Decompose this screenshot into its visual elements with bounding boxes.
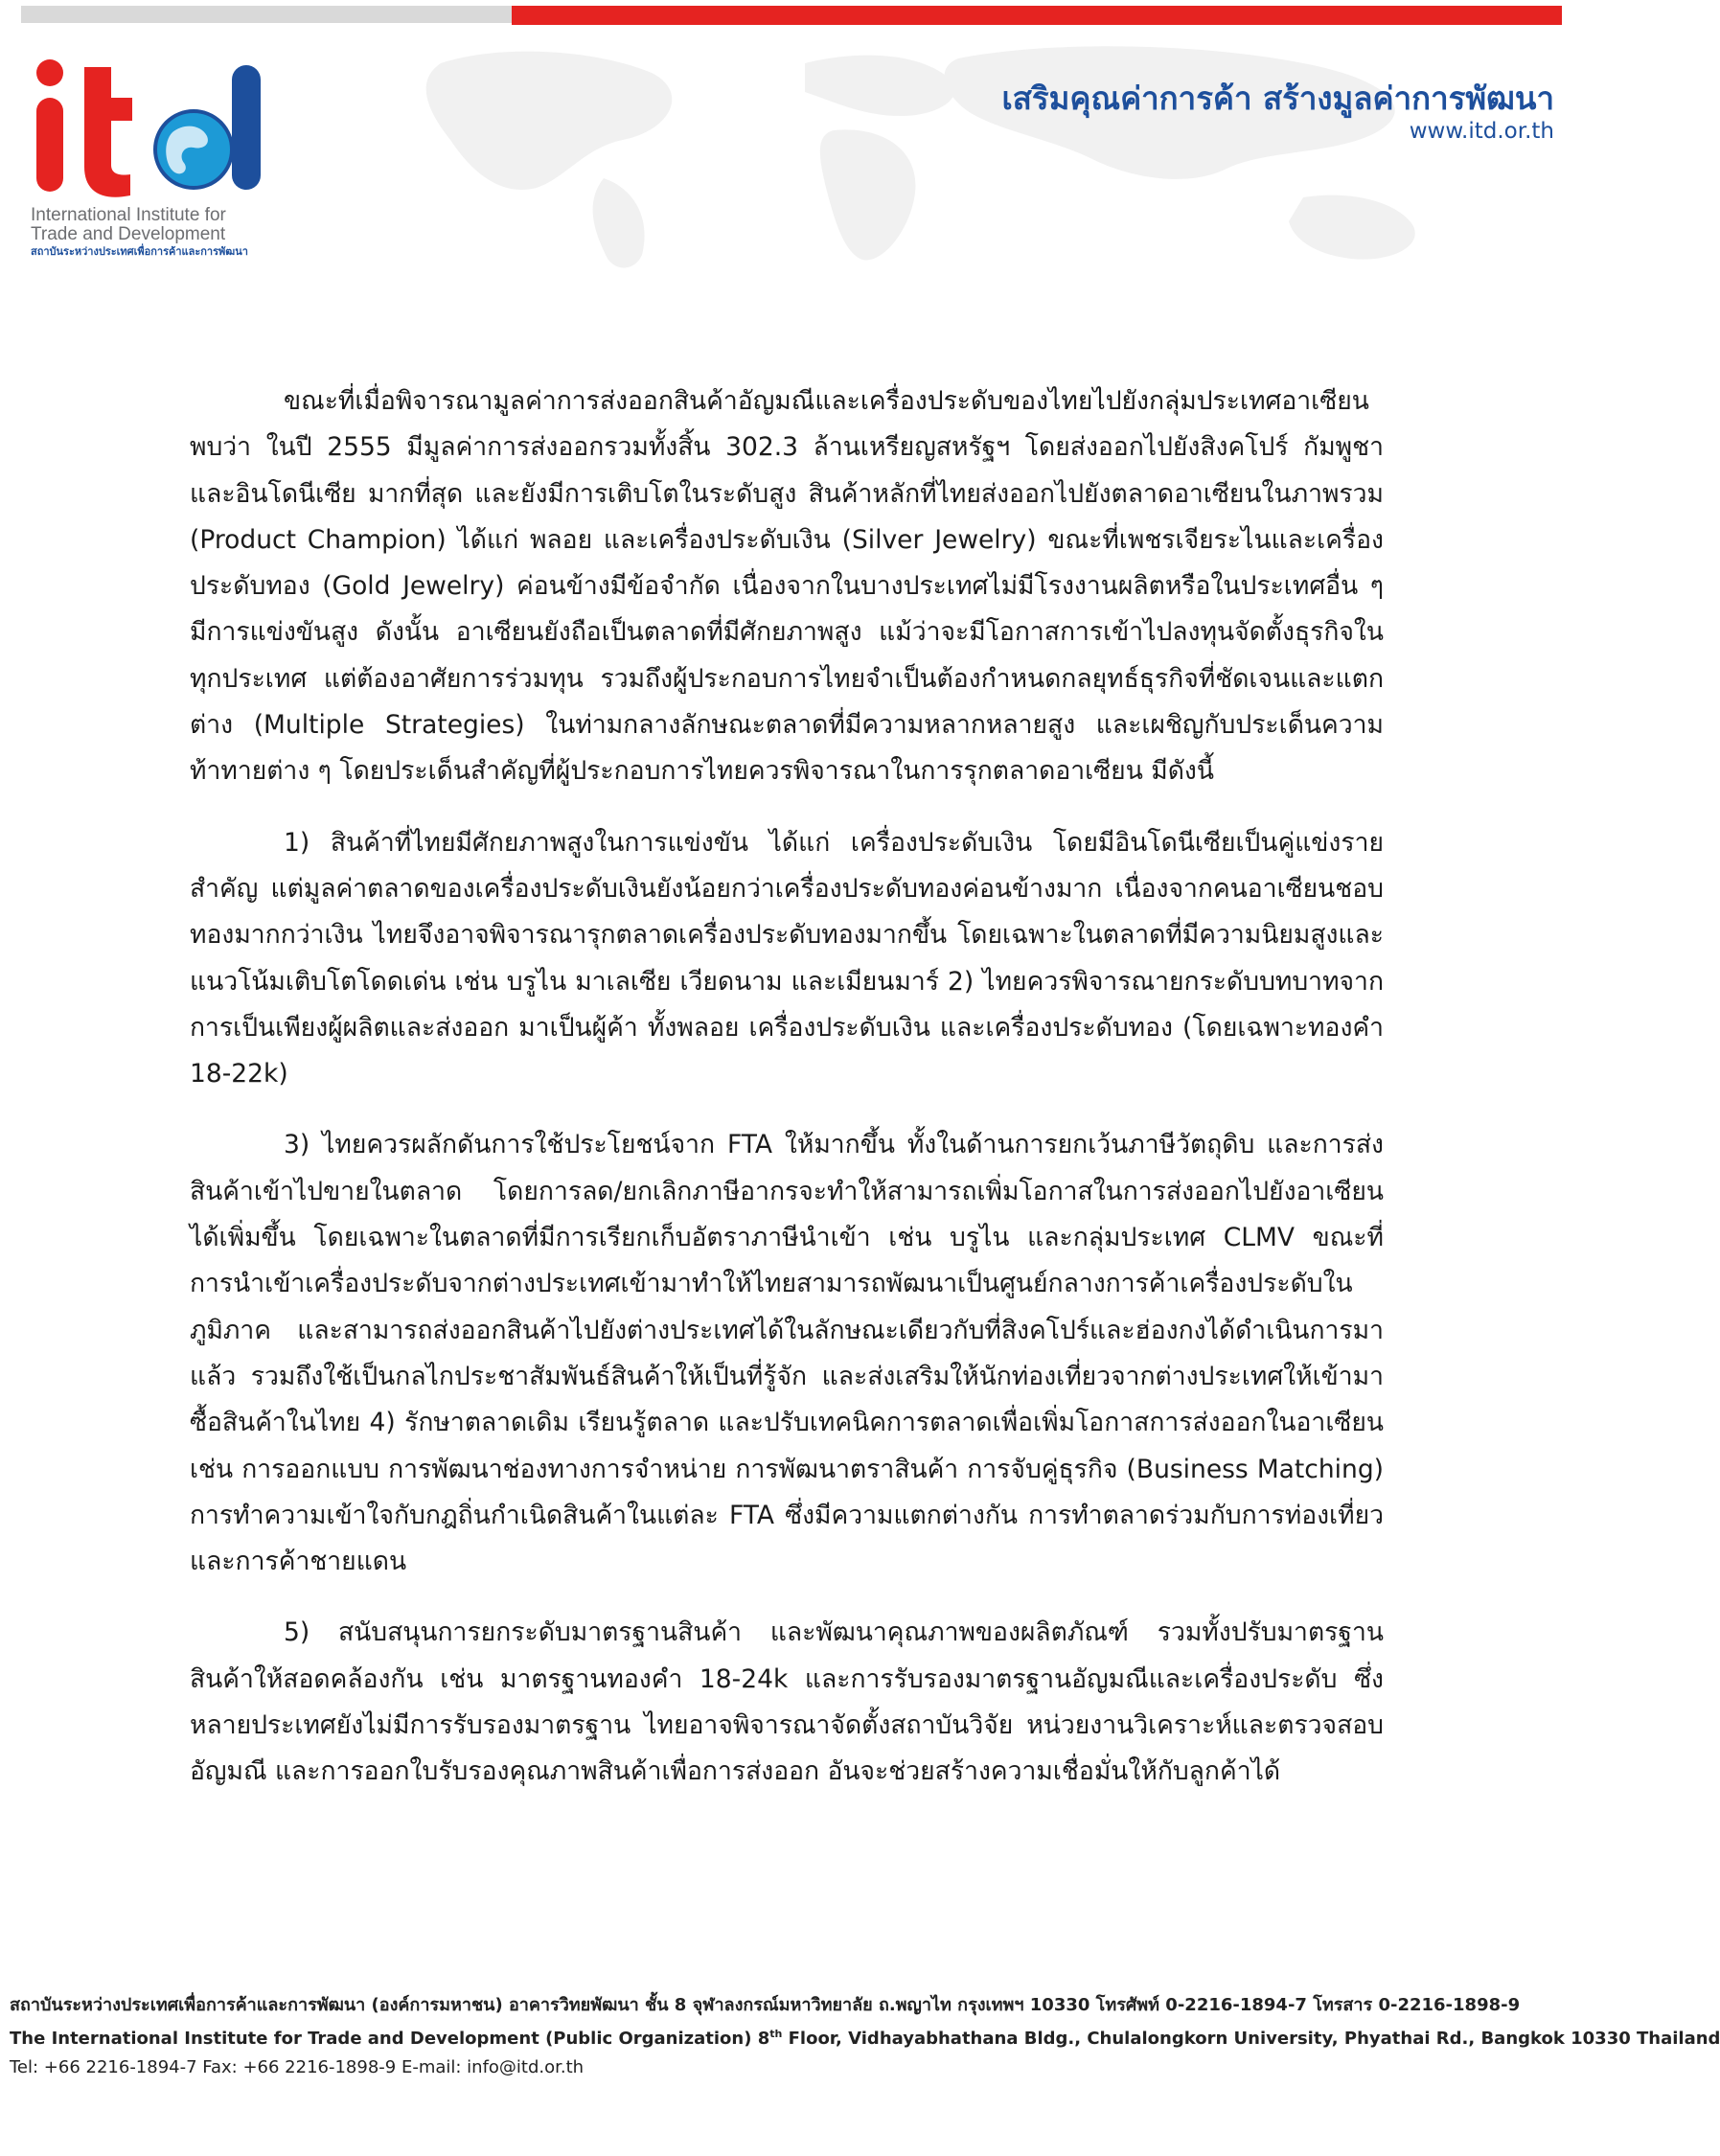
itd-logo-mark [29, 56, 278, 199]
footer-line-english [10, 2020, 1720, 2053]
footer-line-english-b: Floor, Vidhayabhathana Bldg., Chulalongkorn University, Phyathai Rd., Bangkok 10330 Thailand [782, 2029, 1720, 2049]
footer-address [10, 1991, 1720, 2082]
paragraph-2 [190, 820, 1384, 1098]
footer-line-english-a: The International Institute for Trade and Development (Public Organization) 8 [10, 2029, 770, 2049]
paragraph-3 [190, 1122, 1384, 1585]
logo-text-line-2: Trade and Development [31, 224, 226, 244]
world-map-watermark [383, 25, 1552, 274]
footer-line-contact: Tel: +66 2216-1894-7 Fax: +66 2216-1898-9 E-mail: info@itd.or.th [10, 2057, 585, 2077]
document-body [190, 378, 1384, 1821]
top-color-bar [21, 6, 1562, 25]
paragraph-text: 3) ไทยควรผลักดันการใช้ประโยชน์จาก FTA ให้มากขึ้น ทั้งในด้านการยกเว้นภาษีวัตถุดิบ และการส่งสินค้าเข้าไปขายในตลาด โดยการลด/ยกเลิกภาษีอากรจะทำให้สามารถเพิ่มโอกาสในการส่งออกไปยังอาเซียนได้เพิ่มขึ้น โดยเฉพาะในตลาดที่มีการเรียกเก็บอัตราภาษีนำเข้า เช่น บรูไน และกลุ่มประเทศ CLMV ขณะที่การนำเข้าเครื่องประดับจากต่างประเทศเข้ามาทำให้ไทยสามารถพัฒนาเป็นศูนย์กลางการค้าเครื่องประดับในภูมิภาค และสามารถส่งออกสินค้าไปยังต่างประเทศได้ในลักษณะเดียวกับที่สิงคโปร์และฮ่องกงได้ดำเนินการมาแล้ว รวมถึงใช้เป็นกลไกประชาสัมพันธ์สินค้าให้เป็นที่รู้จัก และส่งเสริมให้นักท่องเที่ยวจากต่างประเทศให้เข้ามาซื้อสินค้าในไทย 4) รักษาตลาดเดิม เรียนรู้ตลาด และปรับเทคนิคการตลาดเพื่อเพิ่มโอกาสการส่งออกในอาเซียน เช่น การออกแบบ การพัฒนาช่องทางการจำหน่าย การพัฒนาตราสินค้า การจับคู่ธุรกิจ (Business Matching) การทำความเข้าใจกับกฎถิ่นกำเนิดสินค้าในแต่ละ FTA ซึ่งมีความแตกต่างกัน การทำตลาดร่วมกับการท่องเที่ยว และการค้าชายแดน [190, 1130, 1384, 1577]
paragraph-text: 5) สนับสนุนการยกระดับมาตรฐานสินค้า และพัฒนาคุณภาพของผลิตภัณฑ์ รวมทั้งปรับมาตรฐานสินค้าให้สอดคล้องกัน เช่น มาตรฐานทองคำ 18-24k และการรับรองมาตรฐานอัญมณีและเครื่องประดับ ซึ่งหลายประเทศยังไม่มีการรับรองมาตรฐาน ไทยอาจพิจารณาจัดตั้งสถาบันวิจัย หน่วยงานวิเคราะห์และตรวจสอบอัญมณี และการออกใบรับรองคุณภาพสินค้าเพื่อการส่งออก อันจะช่วยสร้างความเชื่อมั่นให้กับลูกค้าได้ [190, 1617, 1384, 1787]
header-slogan: เสริมคุณค่าการค้า สร้างมูลค่าการพัฒนา [1001, 80, 1554, 117]
itd-logo [29, 56, 278, 266]
paragraph-text: ขณะที่เมื่อพิจารณามูลค่าการส่งออกสินค้าอัญมณีและเครื่องประดับของไทยไปยังกลุ่มประเทศอาเซียนพบว่า ในปี 2555 มีมูลค่าการส่งออกรวมทั้งสิ้น 302.3 ล้านเหรียญสหรัฐฯ โดยส่งออกไปยังสิงคโปร์ กัมพูชา และอินโดนีเซีย มากที่สุด และยังมีการเติบโตในระดับสูง สินค้าหลักที่ไทยส่งออกไปยังตลาดอาเซียนในภาพรวม (Product Champion) ได้แก่ พลอย และเครื่องประดับเงิน (Silver Jewelry) ขณะที่เพชรเจียระไนและเครื่องประดับทอง (Gold Jewelry) ค่อนข้างมีข้อจำกัด เนื่องจากในบางประเทศไม่มีโรงงานผลิตหรือในประเทศอื่น ๆ มีการแข่งขันสูง ดังนั้น อาเซียนยังถือเป็นตลาดที่มีศักยภาพสูง แม้ว่าจะมีโอกาสการเข้าไปลงทุนจัดตั้งธุรกิจในทุกประเทศ แต่ต้องอาศัยการร่วมทุน รวมถึงผู้ประกอบการไทยจำเป็นต้องกำหนดกลยุทธ์ธุรกิจที่ชัดเจนและแตกต่าง (Multiple Strategies) ในท่ามกลางลักษณะตลาดที่มีความหลากหลายสูง และเผชิญกับประเด็นความท้าทายต่าง ๆ โดยประเด็นสำคัญที่ผู้ประกอบการไทยควรพิจารณาในการรุกตลาดอาเซียน มีดังนี้ [190, 386, 1384, 787]
header-website[interactable]: www.itd.or.th [1409, 119, 1554, 144]
paragraph-text: 1) สินค้าที่ไทยมีศักยภาพสูงในการแข่งขัน ได้แก่ เครื่องประดับเงิน โดยมีอินโดนีเซียเป็นคู่แข่งรายสำคัญ แต่มูลค่าตลาดของเครื่องประดับเงินยังน้อยกว่าเครื่องประดับทองค่อนข้างมาก เนื่องจากคนอาเซียนชอบทองมากกว่าเงิน ไทยจึงอาจพิจารณารุกตลาดเครื่องประดับทองมากขึ้น โดยเฉพาะในตลาดที่มีความนิยมสูงและแนวโน้มเติบโตโดดเด่น เช่น บรูไน มาเลเซีย เวียดนาม และเมียนมาร์ 2) ไทยควรพิจารณายกระดับบทบาทจากการเป็นเพียงผู้ผลิตและส่งออก มาเป็นผู้ค้า ทั้งพลอย เครื่องประดับเงิน และเครื่องประดับทอง (โดยเฉพาะทองคำ 18-22k) [190, 827, 1384, 1089]
paragraph-4 [190, 1610, 1384, 1795]
footer-line-english-sup: th [769, 2028, 783, 2040]
logo-text-line-3-thai: สถาบันระหว่างประเทศเพื่อการค้าและการพัฒนา [31, 246, 248, 258]
paragraph-1 [190, 378, 1384, 795]
footer-line-thai: สถาบันระหว่างประเทศเพื่อการค้าและการพัฒนา (องค์การมหาชน) อาคารวิทยพัฒนา ชั้น 8 จุฬาลงกรณ์มหาวิทยาลัย ถ.พญาไท กรุงเทพฯ 10330 โทรศัพท์ 0-2216-1894-7 โทรสาร 0-2216-1898-9 [10, 1995, 1521, 2015]
logo-text-line-1: International Institute for [31, 205, 226, 225]
top-bar-red-segment [512, 6, 1562, 25]
top-bar-grey-segment [21, 6, 512, 23]
